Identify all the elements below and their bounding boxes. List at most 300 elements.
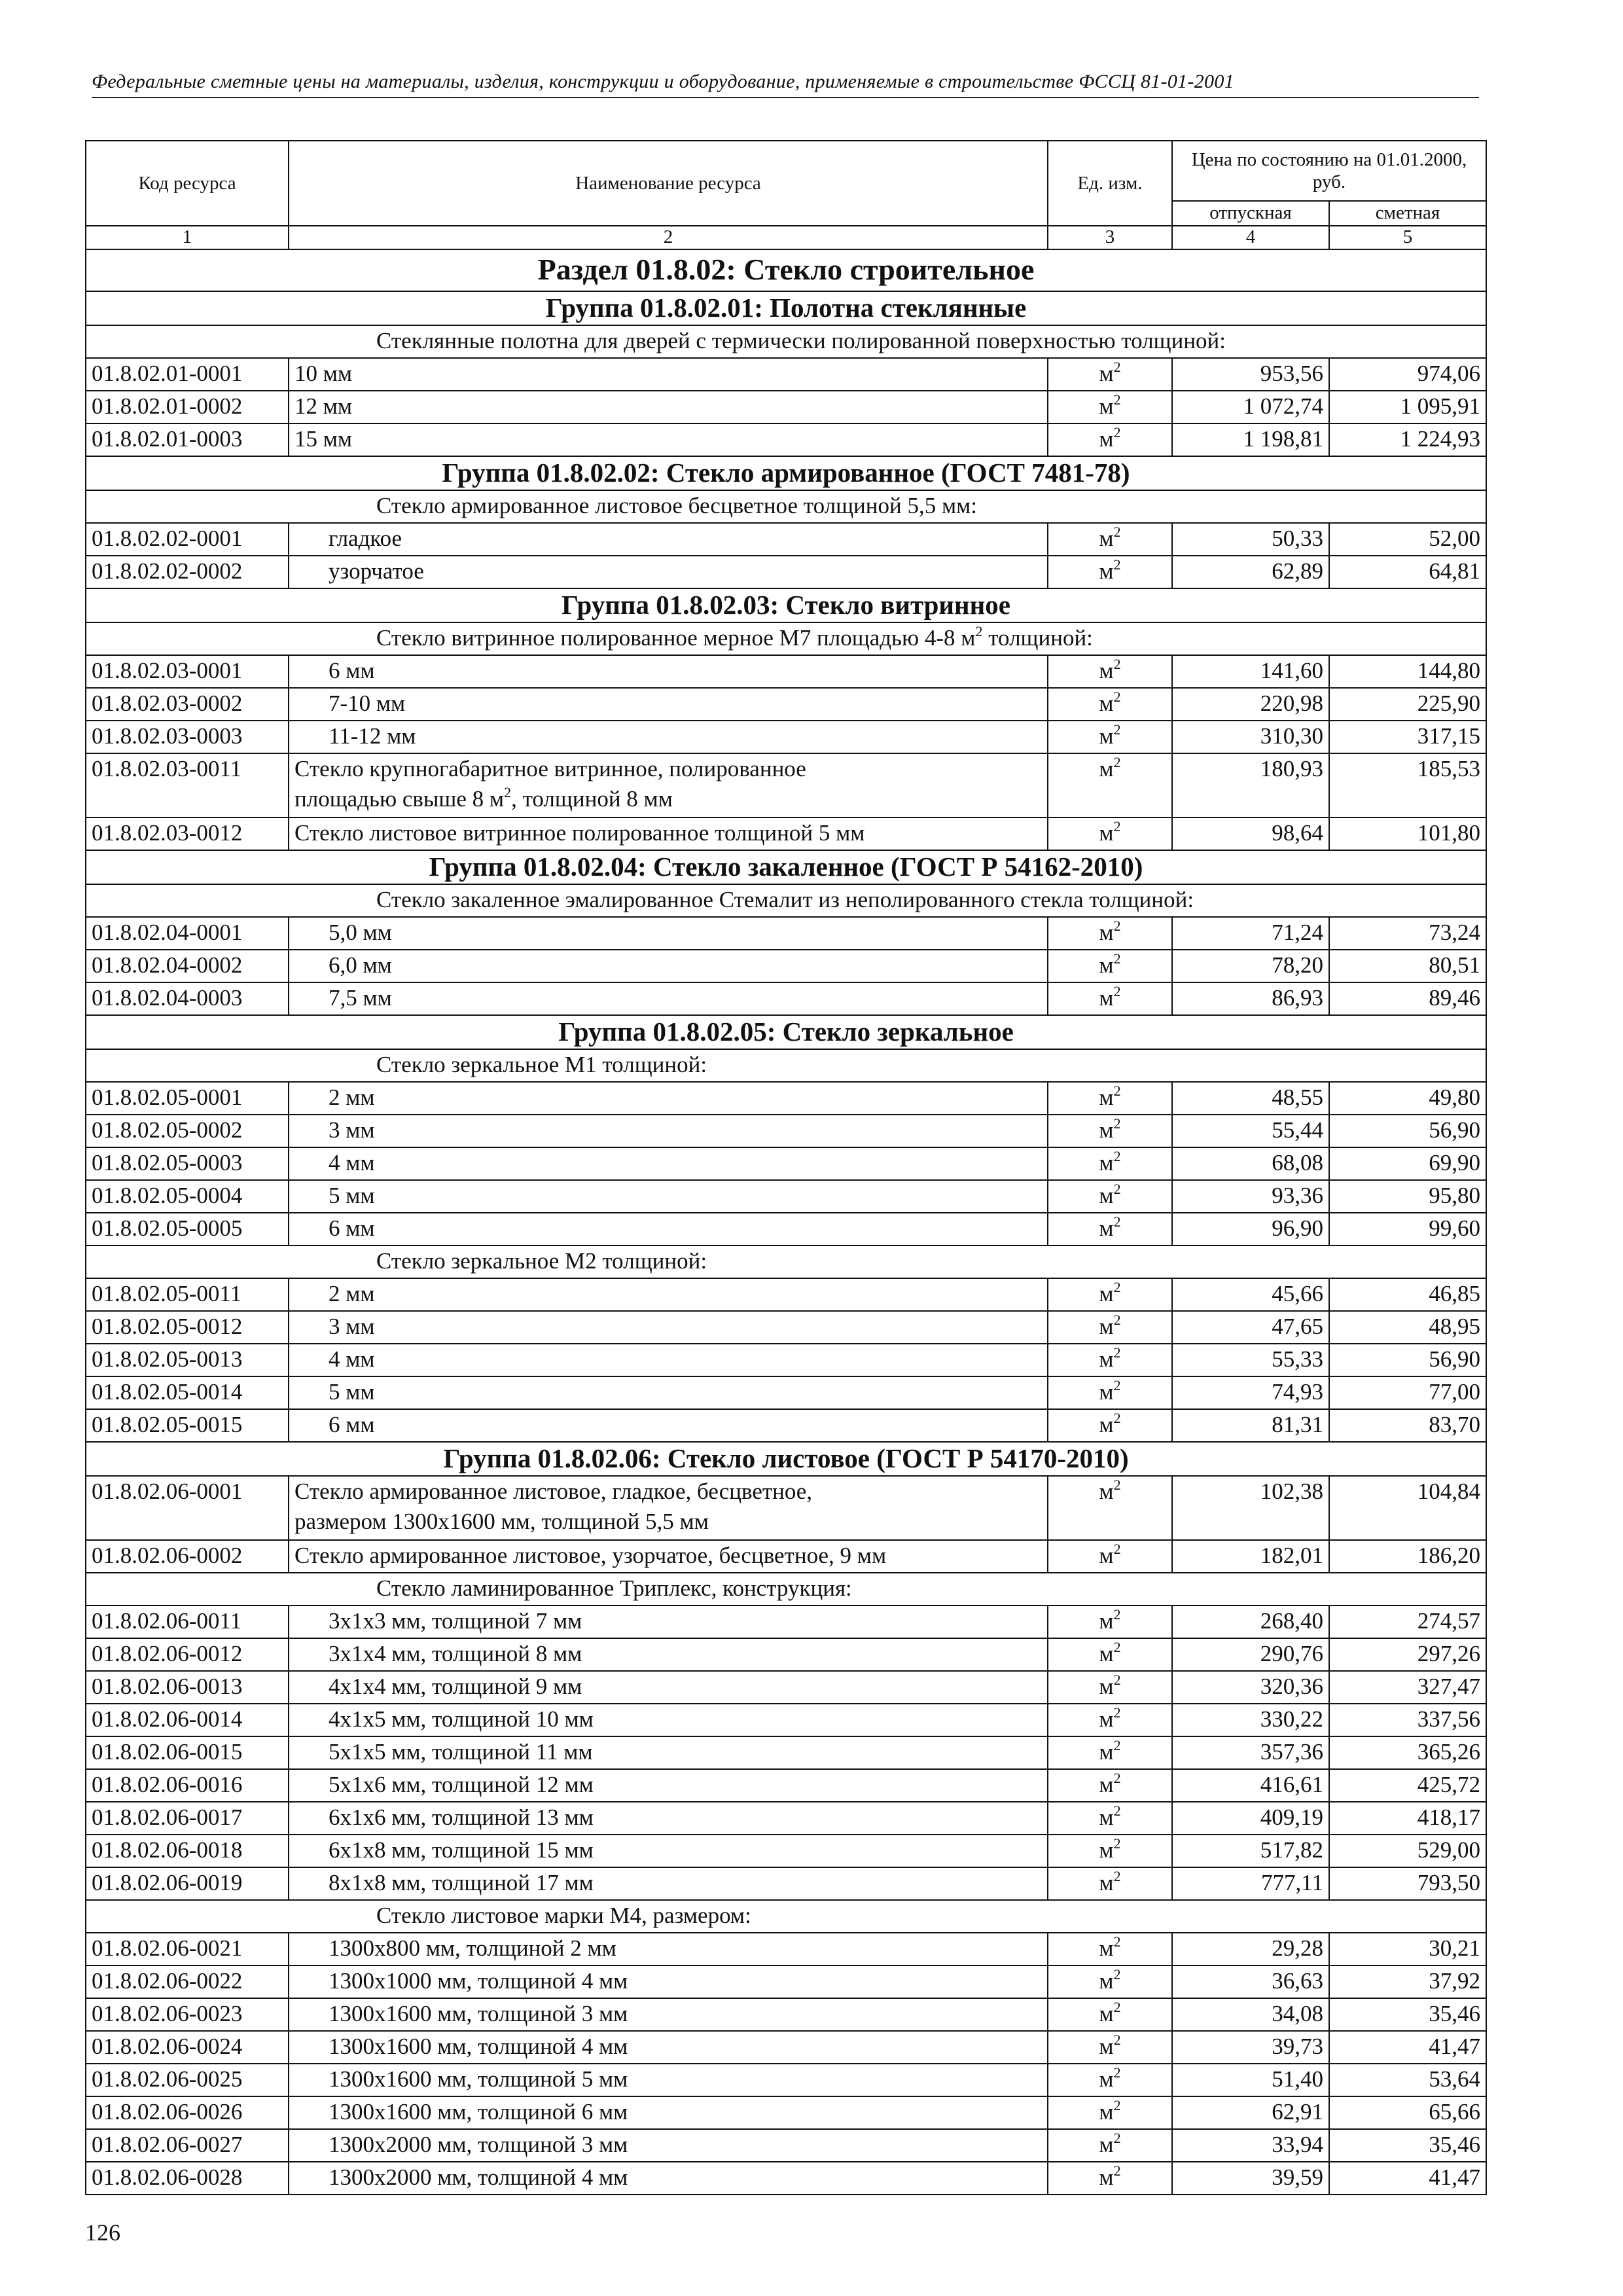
unit-sup: 2 [1113,1835,1121,1852]
resource-name: 3 мм [289,1311,1048,1344]
resource-name: 1300х1600 мм, толщиной 4 мм [289,2031,1048,2064]
resource-code: 01.8.02.03-0011 [86,753,289,817]
col-number: 5 [1329,226,1486,249]
table-row [86,1965,1486,1998]
price-release: 290,76 [1172,1638,1329,1671]
unit-cell [1048,1180,1172,1213]
resource-name: 5 мм [289,1180,1048,1213]
resource-code: 01.8.02.06-0012 [86,1638,289,1671]
resource-code: 01.8.02.01-0002 [86,391,289,423]
resource-code: 01.8.02.06-0021 [86,1933,289,1965]
resource-name: 6х1х6 мм, толщиной 13 мм [289,1802,1048,1835]
table-row [86,950,1486,982]
resource-code: 01.8.02.06-0002 [86,1540,289,1573]
resource-code: 01.8.02.06-0026 [86,2096,289,2129]
unit-sup: 2 [1113,391,1121,408]
unit-sup: 2 [1113,2097,1121,2113]
unit-sup: 2 [1113,950,1121,967]
price-estimate: 144,80 [1329,655,1486,688]
price-estimate: 89,46 [1329,982,1486,1015]
unit-base: м [1099,2001,1114,2026]
price-release: 86,93 [1172,982,1329,1015]
unit-base: м [1099,1935,1114,1961]
unit-cell [1048,1802,1172,1835]
unit-sup: 2 [1113,1148,1121,1164]
unit-base: м [1099,1346,1114,1372]
unit-cell [1048,721,1172,753]
unit-cell [1048,1835,1172,1867]
unit-sup: 2 [1113,1639,1121,1655]
resource-code: 01.8.02.06-0001 [86,1476,289,1540]
unit-cell [1048,1540,1172,1573]
page-number: 126 [85,2219,120,2246]
unit-cell [1048,2162,1172,2195]
table-row [86,1802,1486,1835]
price-estimate: 41,47 [1329,2162,1486,2195]
resource-code: 01.8.02.03-0012 [86,817,289,850]
price-release: 220,98 [1172,688,1329,721]
unit-cell [1048,950,1172,982]
resource-code: 01.8.02.06-0011 [86,1605,289,1638]
resource-name: 6,0 мм [289,950,1048,982]
unit-cell [1048,817,1172,850]
table-row [86,1835,1486,1867]
col-header-price-estimate: сметная [1329,201,1486,226]
unit-sup: 2 [1113,656,1121,672]
price-estimate: 30,21 [1329,1933,1486,1965]
table-header-row [86,141,1486,201]
price-estimate: 46,85 [1329,1278,1486,1311]
resource-code: 01.8.02.06-0028 [86,2162,289,2195]
resource-name: 3х1х4 мм, толщиной 8 мм [289,1638,1048,1671]
unit-cell [1048,358,1172,391]
unit-cell [1048,753,1172,817]
resource-code: 01.8.02.06-0016 [86,1769,289,1802]
price-release: 55,44 [1172,1115,1329,1147]
unit-cell [1048,917,1172,950]
price-release: 48,55 [1172,1082,1329,1115]
unit-sup: 2 [1113,818,1121,834]
superscript: 2 [504,784,512,800]
resource-name: гладкое [289,523,1048,556]
col-number: 2 [289,226,1048,249]
resource-name: 1300х1600 мм, толщиной 6 мм [289,2096,1048,2129]
resource-name: 8х1х8 мм, толщиной 17 мм [289,1867,1048,1900]
table-row [86,1376,1486,1409]
unit-sup: 2 [1113,1737,1121,1753]
subgroup-caption: Стекло зеркальное М1 толщиной: [86,1049,1486,1082]
table-row [86,1998,1486,2031]
resource-name: 6 мм [289,655,1048,688]
price-release: 45,66 [1172,1278,1329,1311]
resource-name: 7,5 мм [289,982,1048,1015]
unit-base: м [1099,1804,1114,1830]
table-row [86,2129,1486,2162]
table-row [86,982,1486,1015]
unit-cell [1048,1082,1172,1115]
unit-base: м [1099,2066,1114,2092]
unit-base: м [1099,1608,1114,1634]
unit-cell [1048,1278,1172,1311]
unit-sup: 2 [1113,689,1121,705]
price-estimate: 83,70 [1329,1409,1486,1442]
price-release: 81,31 [1172,1409,1329,1442]
unit-base: м [1099,558,1114,584]
unit-cell [1048,423,1172,456]
price-release: 55,33 [1172,1344,1329,1376]
unit-sup: 2 [1113,1672,1121,1688]
unit-base: м [1099,2099,1114,2125]
unit-base: м [1099,2034,1114,2059]
subgroup-caption: Стекло ламинированное Триплекс, конструкция: [86,1573,1486,1605]
unit-base: м [1099,2164,1114,2190]
resource-code: 01.8.02.06-0013 [86,1671,289,1704]
unit-base: м [1099,1117,1114,1143]
unit-base: м [1099,1739,1114,1765]
price-estimate: 49,80 [1329,1082,1486,1115]
unit-cell [1048,1704,1172,1736]
unit-base: м [1099,1379,1114,1405]
group-title: Группа 01.8.02.01: Полотна стеклянные [86,291,1486,325]
resource-code: 01.8.02.05-0005 [86,1213,289,1246]
resource-code: 01.8.02.06-0027 [86,2129,289,2162]
table-row [86,655,1486,688]
resource-code: 01.8.02.03-0003 [86,721,289,753]
unit-cell [1048,1867,1172,1900]
table-row [86,1540,1486,1573]
unit-sup: 2 [1113,1999,1121,2015]
resource-code: 01.8.02.06-0019 [86,1867,289,1900]
price-release: 182,01 [1172,1540,1329,1573]
table-row [86,1344,1486,1376]
table-row [86,2096,1486,2129]
subgroup-caption: Стекло закаленное эмалированное Стемалит из неполированного стекла толщиной: [86,884,1486,917]
resource-code: 01.8.02.06-0018 [86,1835,289,1867]
unit-sup: 2 [1113,1606,1121,1623]
price-estimate: 80,51 [1329,950,1486,982]
unit-base: м [1099,1412,1114,1437]
unit-base: м [1099,952,1114,978]
table-row [86,1278,1486,1311]
unit-base: м [1099,426,1114,452]
resource-name: 2 мм [289,1278,1048,1311]
price-estimate: 56,90 [1329,1115,1486,1147]
group-title: Группа 01.8.02.04: Стекло закаленное (ГОСТ Р 54162-2010) [86,850,1486,884]
unit-sup: 2 [1113,918,1121,934]
resource-name: 11-12 мм [289,721,1048,753]
unit-sup: 2 [1113,1312,1121,1328]
price-estimate: 77,00 [1329,1376,1486,1409]
resource-code: 01.8.02.05-0003 [86,1147,289,1180]
unit-sup: 2 [1113,556,1121,573]
resource-code: 01.8.02.01-0003 [86,423,289,456]
resource-code: 01.8.02.05-0014 [86,1376,289,1409]
unit-base: м [1099,691,1114,716]
price-estimate: 35,46 [1329,2129,1486,2162]
resource-name: 1300х2000 мм, толщиной 3 мм [289,2129,1048,2162]
unit-cell [1048,1115,1172,1147]
resource-code: 01.8.02.06-0015 [86,1736,289,1769]
caption-text: Стекло витринное полированное мерное М7 площадью 4-8 м [376,625,976,651]
resource-name: узорчатое [289,556,1048,588]
resource-code: 01.8.02.05-0011 [86,1278,289,1311]
resource-name: Стекло листовое витринное полированное толщиной 5 мм [289,817,1048,850]
table-row [86,817,1486,850]
price-estimate: 418,17 [1329,1802,1486,1835]
price-estimate: 186,20 [1329,1540,1486,1573]
table-row [86,1933,1486,1965]
table-row [86,2031,1486,2064]
resource-code: 01.8.02.05-0004 [86,1180,289,1213]
unit-cell [1048,1344,1172,1376]
table-row [86,1082,1486,1115]
unit-base: м [1099,1085,1114,1110]
resource-name: 5 мм [289,1376,1048,1409]
resource-name: 10 мм [289,358,1048,391]
unit-cell [1048,523,1172,556]
resource-name: 5,0 мм [289,917,1048,950]
price-release: 47,65 [1172,1311,1329,1344]
price-estimate: 99,60 [1329,1213,1486,1246]
price-release: 93,36 [1172,1180,1329,1213]
resource-name: 4х1х4 мм, толщиной 9 мм [289,1671,1048,1704]
price-estimate: 337,56 [1329,1704,1486,1736]
resource-name-line: , толщиной 8 мм [511,786,673,812]
unit-base: м [1099,1479,1114,1504]
group-title: Группа 01.8.02.03: Стекло витринное [86,588,1486,622]
table-row [86,1605,1486,1638]
price-estimate: 56,90 [1329,1344,1486,1376]
price-release: 34,08 [1172,1998,1329,2031]
unit-sup: 2 [1113,1803,1121,1819]
price-estimate: 37,92 [1329,1965,1486,1998]
resource-name-line: площадью свыше 8 м [294,786,505,812]
price-estimate: 274,57 [1329,1605,1486,1638]
table-row [86,1115,1486,1147]
price-estimate: 317,15 [1329,721,1486,753]
price-release: 39,59 [1172,2162,1329,2195]
unit-cell [1048,1638,1172,1671]
unit-cell [1048,1933,1172,1965]
resource-code: 01.8.02.01-0001 [86,358,289,391]
price-estimate: 974,06 [1329,358,1486,391]
unit-base: м [1099,393,1114,419]
resource-name: 1300х1600 мм, толщиной 5 мм [289,2064,1048,2096]
resource-name: 3 мм [289,1115,1048,1147]
resource-code: 01.8.02.06-0014 [86,1704,289,1736]
resource-code: 01.8.02.02-0002 [86,556,289,588]
price-release: 68,08 [1172,1147,1329,1180]
resource-name: 3х1х3 мм, толщиной 7 мм [289,1605,1048,1638]
price-release: 268,40 [1172,1605,1329,1638]
resource-name: Стекло армированное листовое, узорчатое, бесцветное, 9 мм [289,1540,1048,1573]
table-row [86,523,1486,556]
resource-name: 1300х800 мм, толщиной 2 мм [289,1933,1048,1965]
unit-cell [1048,1376,1172,1409]
unit-base: м [1099,1870,1114,1895]
price-estimate: 425,72 [1329,1769,1486,1802]
table-row [86,1671,1486,1704]
table-row [86,1638,1486,1671]
price-release: 74,93 [1172,1376,1329,1409]
price-estimate: 101,80 [1329,817,1486,850]
resource-name: 7-10 мм [289,688,1048,721]
price-estimate: 48,95 [1329,1311,1486,1344]
unit-base: м [1099,1772,1114,1797]
unit-sup: 2 [1113,1933,1121,1950]
price-estimate: 64,81 [1329,556,1486,588]
unit-base: м [1099,1314,1114,1339]
resource-name: 5х1х6 мм, толщиной 12 мм [289,1769,1048,1802]
price-estimate: 65,66 [1329,2096,1486,2129]
resource-name: 4 мм [289,1147,1048,1180]
unit-cell [1048,1476,1172,1540]
unit-sup: 2 [1113,1181,1121,1197]
table-row [86,1476,1486,1540]
price-release: 180,93 [1172,753,1329,817]
price-estimate: 95,80 [1329,1180,1486,1213]
unit-cell [1048,2129,1172,2162]
resource-code: 01.8.02.05-0015 [86,1409,289,1442]
resource-name-line: размером 1300х1600 мм, толщиной 5,5 мм [294,1509,709,1534]
unit-cell [1048,391,1172,423]
caption-sup: 2 [975,623,983,639]
table-row [86,556,1486,588]
unit-sup: 2 [1113,1966,1121,1982]
unit-sup: 2 [1113,1377,1121,1393]
unit-base: м [1099,920,1114,945]
table-row [86,1736,1486,1769]
unit-cell [1048,2031,1172,2064]
resource-name: 6 мм [289,1213,1048,1246]
table-row [86,358,1486,391]
unit-sup: 2 [1113,1770,1121,1786]
price-estimate: 52,00 [1329,523,1486,556]
unit-base: м [1099,526,1114,551]
resource-name: 4 мм [289,1344,1048,1376]
price-release: 517,82 [1172,1835,1329,1867]
resource-code: 01.8.02.05-0002 [86,1115,289,1147]
table-row [86,1311,1486,1344]
resource-name: 12 мм [289,391,1048,423]
unit-cell [1048,1769,1172,1802]
unit-base: м [1099,985,1114,1011]
unit-sup: 2 [1113,1344,1121,1361]
section-title: Раздел 01.8.02: Стекло строительное [86,249,1486,291]
unit-base: м [1099,1183,1114,1208]
unit-base: м [1099,2132,1114,2157]
price-release: 71,24 [1172,917,1329,950]
unit-cell [1048,1409,1172,1442]
price-release: 777,11 [1172,1867,1329,1900]
unit-base: м [1099,658,1114,683]
unit-cell [1048,1147,1172,1180]
unit-cell [1048,1736,1172,1769]
subgroup-caption: Стекло армированное листовое бесцветное толщиной 5,5 мм: [86,490,1486,523]
resource-name: 5х1х5 мм, толщиной 11 мм [289,1736,1048,1769]
subgroup-caption: Стекло зеркальное М2 толщиной: [86,1246,1486,1278]
unit-sup: 2 [1113,2064,1121,2081]
group-title: Группа 01.8.02.02: Стекло армированное (ГОСТ 7481-78) [86,456,1486,490]
resource-name: 6 мм [289,1409,1048,1442]
resource-code: 01.8.02.03-0002 [86,688,289,721]
price-estimate: 35,46 [1329,1998,1486,2031]
unit-base: м [1099,1837,1114,1863]
column-number-row [86,226,1486,249]
col-number: 3 [1048,226,1172,249]
table-row [86,2064,1486,2096]
table-row [86,1867,1486,1900]
price-estimate: 1 224,93 [1329,423,1486,456]
price-release: 62,91 [1172,2096,1329,2129]
unit-cell [1048,1998,1172,2031]
table-row [86,2162,1486,2195]
unit-sup: 2 [1113,1213,1121,1230]
unit-cell [1048,1311,1172,1344]
price-release: 1 072,74 [1172,391,1329,423]
unit-cell [1048,1965,1172,1998]
table-row [86,753,1486,817]
table-row [86,1213,1486,1246]
resource-name [289,1476,1048,1540]
unit-sup: 2 [1113,721,1121,738]
resource-name: 6х1х8 мм, толщиной 15 мм [289,1835,1048,1867]
unit-sup: 2 [1113,424,1121,440]
subgroup-caption [86,622,1486,655]
price-release: 310,30 [1172,721,1329,753]
col-number: 1 [86,226,289,249]
resource-code: 01.8.02.05-0001 [86,1082,289,1115]
unit-base: м [1099,1674,1114,1699]
resource-code: 01.8.02.04-0001 [86,917,289,950]
price-estimate: 793,50 [1329,1867,1486,1900]
unit-base: м [1099,1968,1114,1994]
resource-name: 15 мм [289,423,1048,456]
table-row [86,688,1486,721]
price-release: 330,22 [1172,1704,1329,1736]
unit-sup: 2 [1113,1083,1121,1099]
resource-name: 1300х1000 мм, толщиной 4 мм [289,1965,1048,1998]
table-row [86,721,1486,753]
table-row [86,917,1486,950]
unit-cell [1048,982,1172,1015]
price-release: 33,94 [1172,2129,1329,2162]
group-title: Группа 01.8.02.06: Стекло листовое (ГОСТ Р 54170-2010) [86,1442,1486,1476]
unit-cell [1048,2064,1172,2096]
table-row [86,1180,1486,1213]
unit-cell [1048,655,1172,688]
unit-base: м [1099,1706,1114,1732]
unit-base: м [1099,361,1114,386]
unit-base: м [1099,1543,1114,1568]
table-row [86,1147,1486,1180]
col-header-name: Наименование ресурса [289,141,1048,226]
resource-code: 01.8.02.06-0022 [86,1965,289,1998]
subgroup-caption: Стекло листовое марки М4, размером: [86,1900,1486,1933]
unit-sup: 2 [1113,1704,1121,1721]
resource-code: 01.8.02.06-0017 [86,1802,289,1835]
caption-text: толщиной: [982,625,1093,651]
col-header-unit: Ед. изм. [1048,141,1172,226]
price-estimate: 53,64 [1329,2064,1486,2096]
price-release: 416,61 [1172,1769,1329,1802]
unit-base: м [1099,1215,1114,1241]
price-release: 39,73 [1172,2031,1329,2064]
price-estimate: 225,90 [1329,688,1486,721]
unit-base: м [1099,1150,1114,1175]
col-header-code: Код ресурса [86,141,289,226]
col-header-price: Цена по состоянию на 01.01.2000, руб. [1172,141,1486,201]
